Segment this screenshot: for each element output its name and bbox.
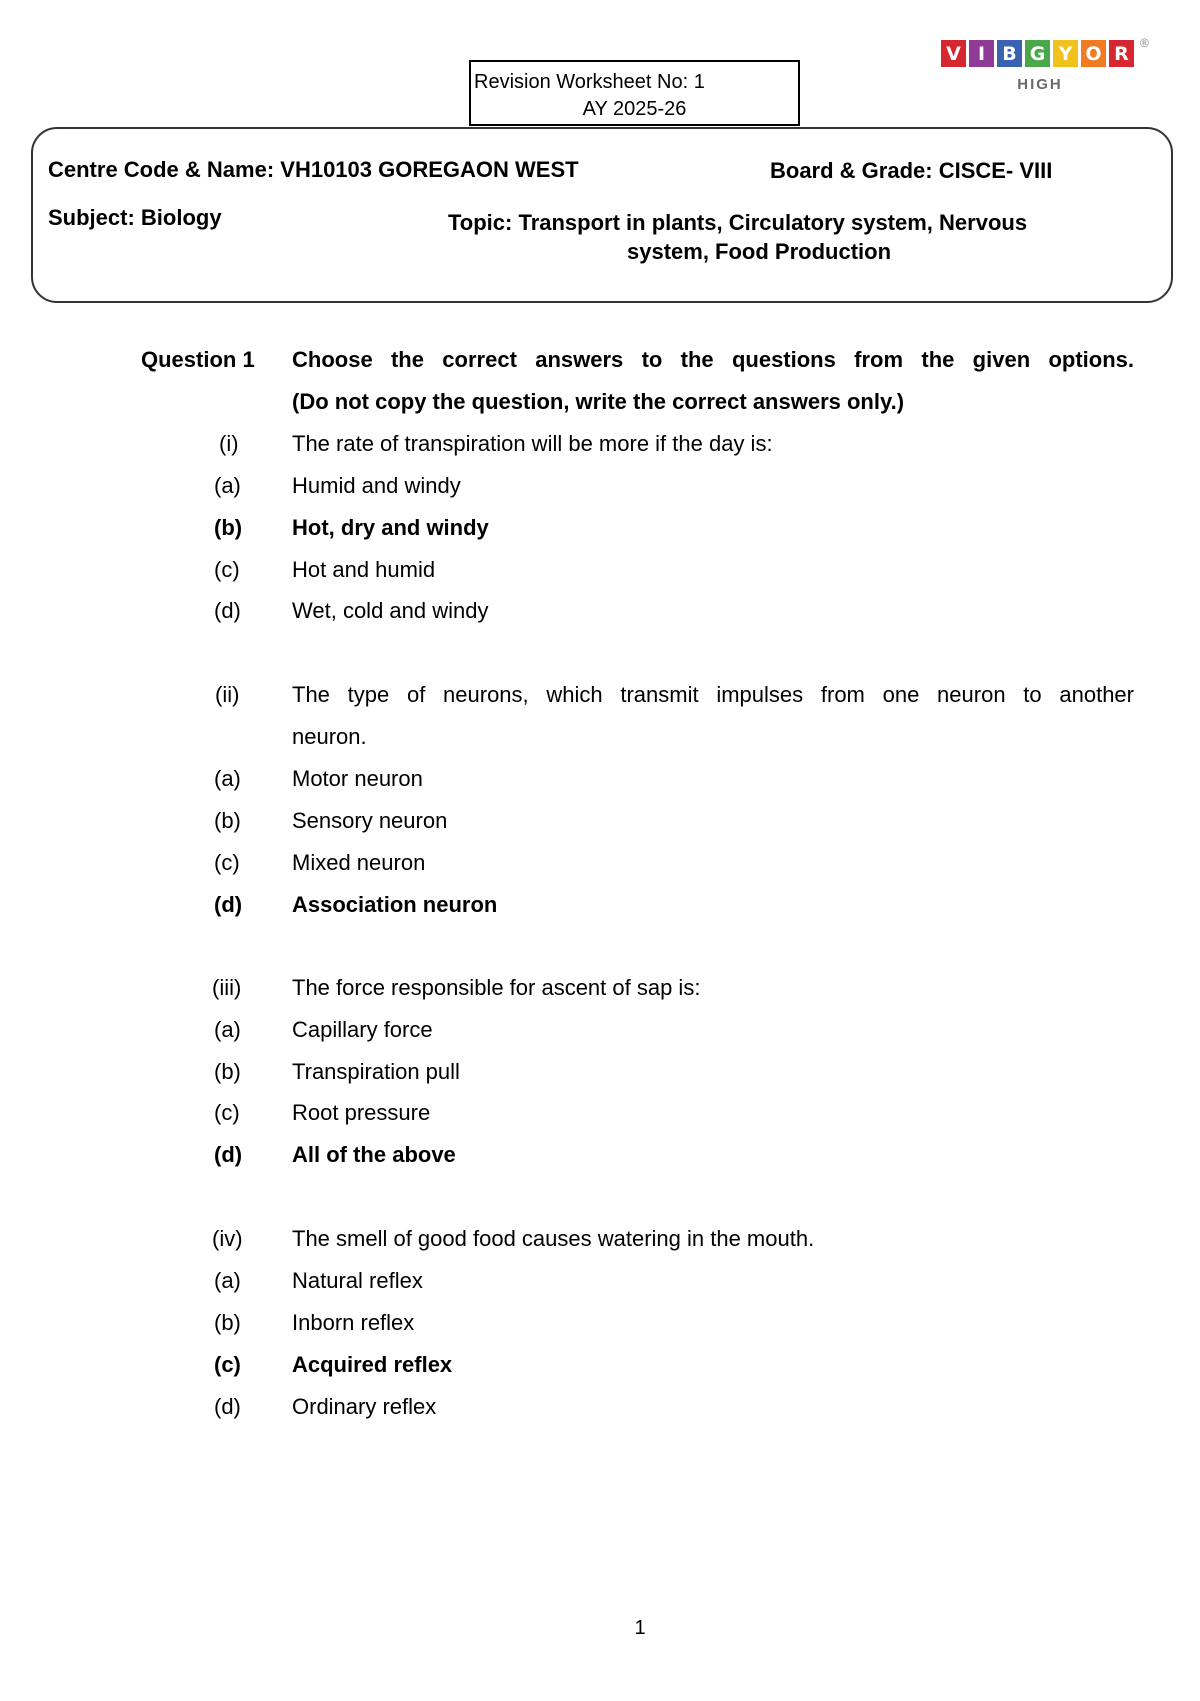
option-text: Ordinary reflex bbox=[292, 1394, 437, 1419]
option-text: Transpiration pull bbox=[292, 1059, 460, 1084]
logo-letter: Y bbox=[1053, 40, 1078, 67]
option-text: Mixed neuron bbox=[292, 850, 426, 875]
item-number: (iii) bbox=[212, 975, 242, 1000]
vibgyor-logo bbox=[941, 36, 1151, 102]
option-letter: (d) bbox=[214, 598, 241, 623]
item-question-text-line-1: The type of neurons, which transmit impulses from one neuron to another bbox=[292, 682, 1134, 707]
option-letter: (c) bbox=[214, 557, 240, 582]
worksheet-title: Revision Worksheet No: 1 bbox=[474, 71, 705, 93]
registered-mark: ® bbox=[1140, 36, 1149, 50]
item-question-text: The rate of transpiration will be more if the day is: bbox=[292, 431, 773, 456]
item-number: (i) bbox=[219, 431, 239, 456]
topic-line-1: Topic: Transport in plants, Circulatory system, Nervous bbox=[448, 210, 1028, 235]
question-instruction-line-2: (Do not copy the question, write the correct answers only.) bbox=[292, 389, 905, 414]
option-letter: (c) bbox=[214, 1100, 240, 1125]
option-letter-correct: (c) bbox=[214, 1352, 241, 1377]
logo-letter: B bbox=[997, 40, 1022, 67]
option-letter-correct: (d) bbox=[214, 892, 243, 917]
option-letter-correct: (b) bbox=[214, 515, 243, 540]
option-letter: (b) bbox=[214, 1059, 241, 1084]
option-text: Inborn reflex bbox=[292, 1310, 415, 1335]
topic-line-2: system, Food Production bbox=[627, 239, 892, 264]
option-text: Root pressure bbox=[292, 1100, 431, 1125]
option-text: Hot and humid bbox=[292, 557, 436, 582]
worksheet-title-box bbox=[469, 60, 800, 126]
option-text-correct: Acquired reflex bbox=[292, 1352, 453, 1377]
option-letter: (a) bbox=[214, 766, 241, 791]
academic-year: AY 2025-26 bbox=[582, 98, 687, 120]
page-number: 1 bbox=[634, 1617, 646, 1639]
option-text-correct: Association neuron bbox=[292, 892, 498, 917]
option-letter: (a) bbox=[214, 473, 241, 498]
option-letter: (b) bbox=[214, 808, 241, 833]
board-grade: Board & Grade: CISCE- VIII bbox=[770, 158, 1053, 183]
option-text: Humid and windy bbox=[292, 473, 461, 498]
logo-letter: R bbox=[1109, 40, 1134, 67]
option-text-correct: Hot, dry and windy bbox=[292, 515, 489, 540]
item-question-text: The smell of good food causes watering in the mouth. bbox=[292, 1226, 815, 1251]
subject: Subject: Biology bbox=[48, 205, 222, 230]
question-instruction-line-1: Choose the correct answers to the questions from the given options. bbox=[292, 347, 1134, 372]
option-letter: (c) bbox=[214, 850, 240, 875]
logo-letter: I bbox=[969, 40, 994, 67]
option-text-correct: All of the above bbox=[292, 1142, 456, 1167]
option-text: Natural reflex bbox=[292, 1268, 423, 1293]
item-number: (iv) bbox=[212, 1226, 243, 1251]
question-label: Question 1 bbox=[141, 347, 255, 372]
option-text: Motor neuron bbox=[292, 766, 423, 791]
logo-letter: G bbox=[1025, 40, 1050, 67]
option-letter: (d) bbox=[214, 1394, 241, 1419]
logo-letter: O bbox=[1081, 40, 1106, 67]
centre-code-name: Centre Code & Name: VH10103 GOREGAON WEST bbox=[48, 157, 579, 182]
logo-letter: V bbox=[941, 40, 966, 67]
item-question-text-line-2: neuron. bbox=[292, 724, 367, 749]
option-letter-correct: (d) bbox=[214, 1142, 243, 1167]
option-letter: (a) bbox=[214, 1268, 241, 1293]
option-text: Wet, cold and windy bbox=[292, 598, 489, 623]
option-letter: (a) bbox=[214, 1017, 241, 1042]
item-question-text: The force responsible for ascent of sap is: bbox=[292, 975, 701, 1000]
option-letter: (b) bbox=[214, 1310, 241, 1335]
item-number: (ii) bbox=[215, 682, 240, 707]
logo-subtitle: HIGH bbox=[1017, 76, 1063, 93]
option-text: Sensory neuron bbox=[292, 808, 448, 833]
option-text: Capillary force bbox=[292, 1017, 433, 1042]
